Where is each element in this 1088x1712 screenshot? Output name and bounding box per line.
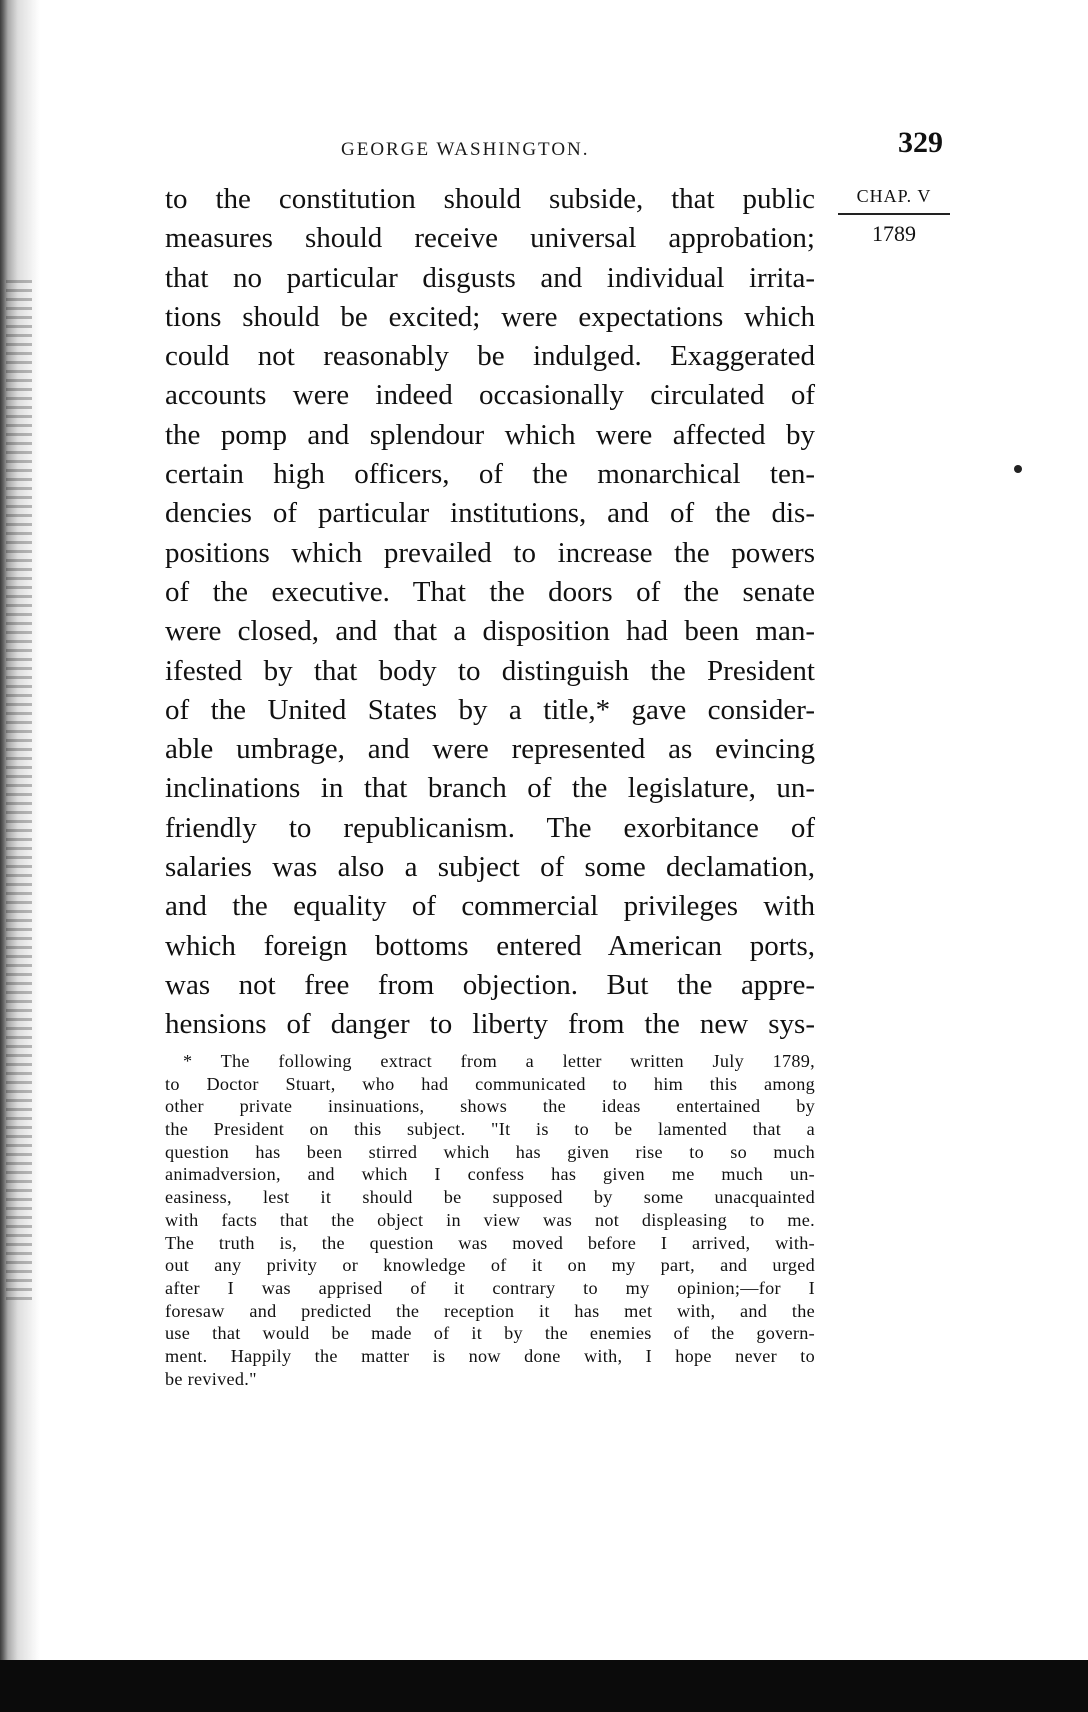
body-line: tions should be excited; were expectations which [165,300,815,333]
footnote-line: be revived." [165,1368,257,1389]
footnote-line: * The following extract from a letter written July 1789, [183,1051,815,1071]
body-line: dencies of particular institutions, and of the dis- [165,497,815,530]
body-line: certain high officers, of the monarchical ten- [165,458,815,491]
scanner-bottom-band [0,1660,1088,1712]
footnote-line: easiness, lest it should be supposed by some unacquainted [165,1187,815,1208]
body-line: was not free from objection. But the appre- [165,968,815,1001]
body-line: accounts were indeed occasionally circulated of [165,379,815,412]
margin-note [838,186,950,247]
body-line: hensions of danger to liberty from the new sys- [165,1008,815,1041]
footnote-line: the President on this subject. "It is to be lamented that a [165,1119,815,1140]
footnote-line: after I was apprised of it contrary to my opinion;—for I [165,1277,815,1298]
body-line: that no particular disgusts and individual irrita- [165,261,815,294]
footnote-line: out any privity or knowledge of it on my part, and urged [165,1255,815,1276]
body-line: inclinations in that branch of the legislature, un- [165,772,815,805]
page-number: 329 [898,126,943,159]
body-line: were closed, and that a disposition had been man- [165,615,815,648]
body-line: measures should receive universal approbation; [165,222,815,255]
footnote-line: ment. Happily the matter is now done with, I hope never to [165,1345,815,1366]
body-line: salaries was also a subject of some declamation, [165,851,815,884]
body-line: ifested by that body to distinguish the President [165,654,815,687]
footnote-line: other private insinuations, shows the ideas entertained by [165,1096,815,1117]
margin-year: 1789 [872,221,916,246]
body-line: of the executive. That the doors of the senate [165,575,815,608]
footnote-line: animadversion, and which I confess has given me much un- [165,1164,815,1185]
body-text [165,180,815,1045]
binding-speckle [6,280,32,1300]
body-line: of the United States by a title,* gave consider- [165,693,815,726]
body-line: friendly to republicanism. The exorbitance of [165,811,815,844]
margin-chapter: CHAP. V [838,186,950,215]
body-line: to the constitution should subside, that public [165,183,815,215]
body-line: able umbrage, and were represented as evincing [165,733,815,766]
body-line: which foreign bottoms entered American ports, [165,929,815,962]
footnote-line: The truth is, the question was moved before I arrived, with- [165,1232,815,1253]
body-line: and the equality of commercial privileges with [165,890,815,923]
footnote-line: foresaw and predicted the reception it has met with, and the [165,1300,815,1321]
body-line: positions which prevailed to increase the powers [165,536,815,569]
footnote [165,1050,815,1390]
footnote-line: use that would be made of it by the enemies of the govern- [165,1323,815,1344]
body-line: could not reasonably be indulged. Exaggerated [165,340,815,373]
stray-ink-mark [1014,465,1022,473]
footnote-line: question has been stirred which has given rise to so much [165,1141,815,1162]
footnote-line: to Doctor Stuart, who had communicated to him this among [165,1073,815,1094]
footnote-line: with facts that the object in view was not displeasing to me. [165,1209,815,1230]
body-line: the pomp and splendour which were affected by [165,418,815,451]
running-title: GEORGE WASHINGTON. [341,139,590,160]
